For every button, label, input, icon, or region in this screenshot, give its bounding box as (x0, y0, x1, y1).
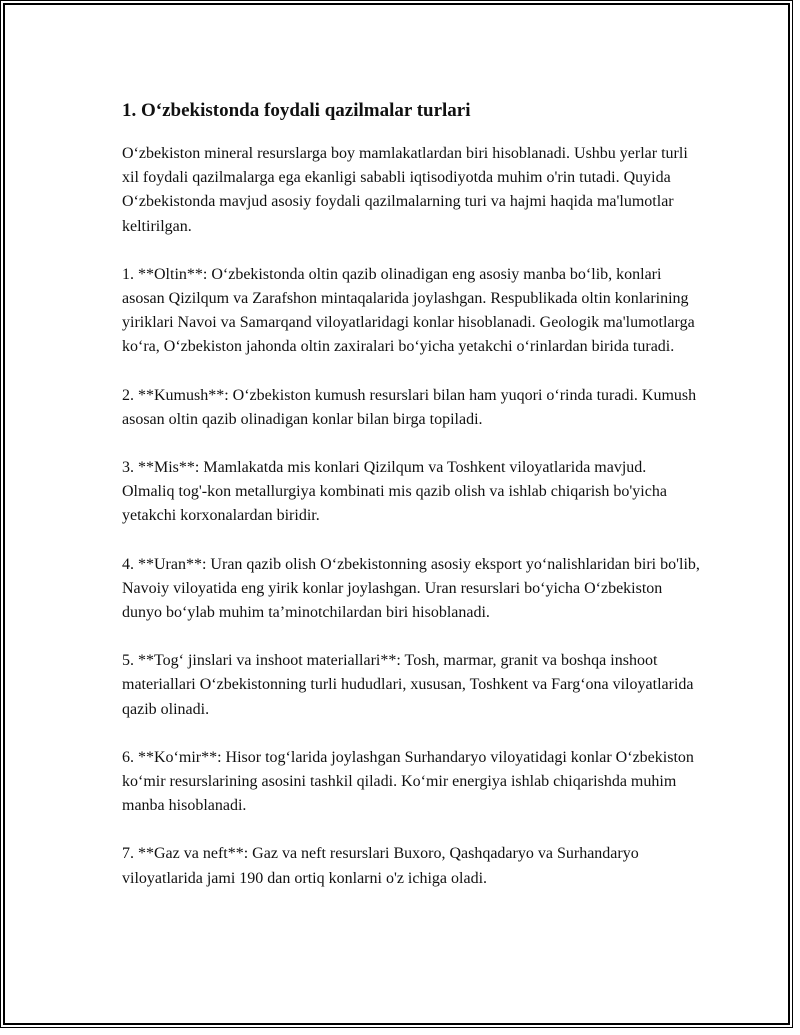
page-frame (3, 3, 790, 1025)
list-item-gaz-neft: 7. **Gaz va neft**: Gaz va neft resurslari Buxoro, Qashqadaryo va Surhandaryo viloyatlarida jami 190 dan ortiq konlarni o'z ichiga oladi. (122, 845, 639, 887)
document-title: 1. O‘zbekistonda foydali qazilmalar turlari (122, 100, 471, 121)
list-item-komir: 6. **Ko‘mir**: Hisor tog‘larida joylashgan Surhandaryo viloyatidagi konlar O‘zbekiston ko‘mir resurslarining asosini tashkil qiladi. Ko‘mir energiya ishlab chiqarishda muhim manba hisoblanadi. (122, 748, 694, 815)
document-body (122, 98, 702, 915)
list-item-mis: 3. **Mis**: Mamlakatda mis konlari Qizilqum va Toshkent viloyatlarida mavjud. Olmaliq tog'-kon metallurgiya kombinati mis qazib olish va ishlab chiqarish bo'yicha yetakchi korxonalardan biridir. (122, 459, 667, 525)
list-item-kumush: 2. **Kumush**: O‘zbekiston kumush resurslari bilan ham yuqori o‘rinda turadi. Kumush asosan oltin qazib olinadigan konlar bilan birga topiladi. (122, 386, 697, 428)
intro-paragraph: O‘zbekiston mineral resurslarga boy mamlakatlardan biri hisoblanadi. Ushbu yerlar turli xil foydali qazilmalarga ega ekanligi sababli iqtisodiyotda muhim o'rin tutadi. Quyida O‘zbekistonda mavjud asosiy foydali qazilmalarning turi va hajmi haqida ma'lumotlar keltirilgan. (122, 145, 688, 235)
list-item-uran: 4. **Uran**: Uran qazib olish O‘zbekistonning asosiy eksport yo‘nalishlaridan biri bo'lib, Navoiy viloyatida eng yirik konlar joylashgan. Uran resurslari bo‘yicha O‘zbekiston dunyo bo‘ylab muhim ta’minotchilardan biri hisoblanadi. (122, 555, 700, 622)
list-item-tog-jinslari: 5. **Tog‘ jinslari va inshoot materiallari**: Tosh, marmar, granit va boshqa inshoot materiallari O‘zbekistonning turli hududlari, xususan, Toshkent va Farg‘ona viloyatlarida qazib olinadi. (122, 652, 694, 718)
list-item-oltin: 1. **Oltin**: O‘zbekistonda oltin qazib olinadigan eng asosiy manba bo‘lib, konlari asosan Qizilqum va Zarafshon mintaqalarida joylashgan. Respublikada oltin konlarining yiriklari Navoi va Samarqand viloyatlaridagi konlar hisoblanadi. Geologik ma'lumotlarga ko‘ra, O‘zbekiston jahonda oltin zaxiralari bo‘yicha yetakchi o‘rinlardan birida turadi. (122, 265, 695, 356)
